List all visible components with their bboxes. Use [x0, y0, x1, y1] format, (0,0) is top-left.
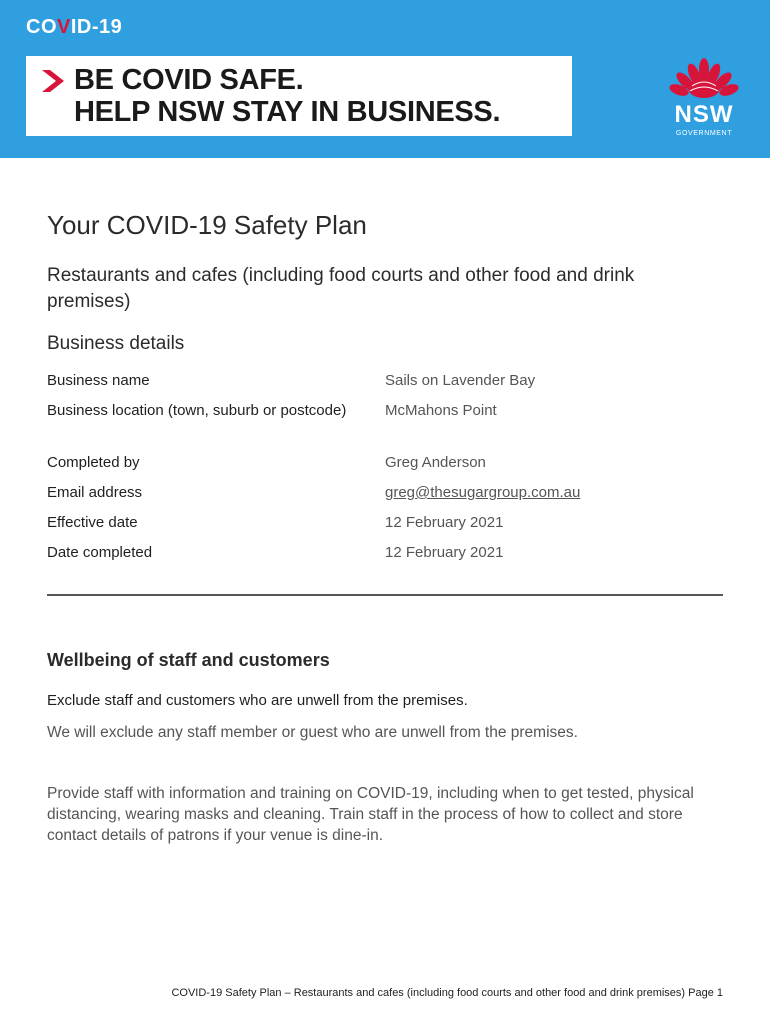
slogan-panel — [26, 56, 572, 136]
slogan-line-2: HELP NSW STAY IN BUSINESS. — [74, 96, 501, 128]
detail-label: Effective date — [47, 514, 138, 531]
business-details-heading: Business details — [47, 333, 185, 354]
detail-value: Greg Anderson — [385, 454, 486, 471]
detail-label: Email address — [47, 484, 143, 501]
covid-logo-mark: V — [57, 16, 71, 38]
page-footer: COVID-19 Safety Plan – Restaurants and cafes (including food courts and other food and drink premises) Page 1 — [171, 987, 723, 999]
page-title: Your COVID-19 Safety Plan — [47, 210, 367, 240]
government-label: GOVERNMENT — [675, 130, 733, 137]
wellbeing-response: We will exclude any staff member or guest who are unwell from the premises. — [47, 724, 578, 741]
covid-19-logo — [26, 16, 122, 39]
covid-logo-prefix: CO — [26, 16, 57, 38]
detail-value: 12 February 2021 — [385, 544, 504, 561]
training-guidance: Provide staff with information and training on COVID-19, including when to get tested, physical distancing, wearing masks and cleaning. Train staff in the process of how to collect and store contact details of patrons if your venue is dine-in. — [47, 785, 694, 844]
detail-value: McMahons Point — [385, 402, 497, 419]
section-divider — [47, 594, 723, 596]
detail-label: Completed by — [47, 454, 140, 471]
detail-value: Sails on Lavender Bay — [385, 372, 536, 389]
email-link[interactable]: greg@thesugargroup.com.au — [385, 484, 581, 501]
header-banner — [0, 0, 770, 158]
detail-label: Business name — [47, 372, 150, 389]
wellbeing-instruction: Exclude staff and customers who are unwell from the premises. — [47, 692, 468, 709]
nsw-government-logo — [664, 56, 744, 142]
covid-logo-suffix: ID-19 — [70, 16, 123, 38]
plan-subtitle: Restaurants and cafes (including food courts and other food and drink premises) — [47, 265, 635, 312]
chevron-right-icon — [40, 68, 66, 94]
wellbeing-heading: Wellbeing of staff and customers — [47, 650, 330, 670]
detail-label: Business location (town, suburb or postcode) — [47, 402, 347, 419]
detail-label: Date completed — [47, 544, 153, 561]
nsw-wordmark: NSW — [674, 101, 734, 128]
waratah-icon — [664, 56, 744, 102]
detail-value: 12 February 2021 — [385, 514, 504, 531]
slogan-line-1: BE COVID SAFE. — [74, 64, 304, 96]
